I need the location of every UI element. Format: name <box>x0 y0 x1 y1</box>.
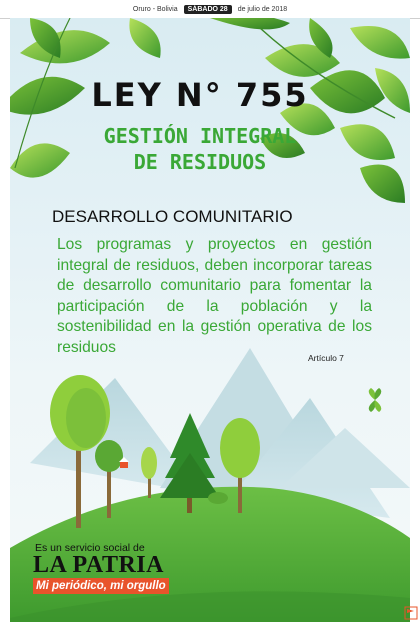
logo-tagline: Es un servicio social de <box>35 542 145 554</box>
bush <box>208 492 228 504</box>
la-patria-logo <box>33 542 195 596</box>
law-title: LEY N° 755 <box>91 76 309 114</box>
pinwheel-icon <box>369 388 382 412</box>
newspaper-header <box>0 0 420 19</box>
header-day-badge: SÁBADO 28 <box>184 5 232 14</box>
law-subtitle-line1: GESTIÓN INTEGRAL <box>103 124 297 148</box>
law-subtitle <box>40 123 360 175</box>
logo-name: LA PATRIA <box>33 552 164 578</box>
section-heading: DESARROLLO COMUNITARIO <box>52 207 293 226</box>
corner-flag-icon <box>404 606 418 620</box>
logo-motto: Mi periódico, mi orgullo <box>33 578 169 594</box>
body-text: Los programas y proyectos en gestión integral de residuos, deben incorporar tareas de desarrollo comunitario para fomentar la participación de la población y la sostenibilidad en la gestión operativa de los residuos <box>57 236 372 356</box>
law-subtitle-line2: DE RESIDUOS <box>133 150 267 174</box>
article-reference: Artículo 7 <box>308 353 344 363</box>
tree-slim <box>141 447 157 498</box>
ad-card <box>10 18 410 622</box>
header-date: de julio de 2018 <box>237 5 288 13</box>
header-location: Oruro - Bolivia <box>132 5 178 13</box>
